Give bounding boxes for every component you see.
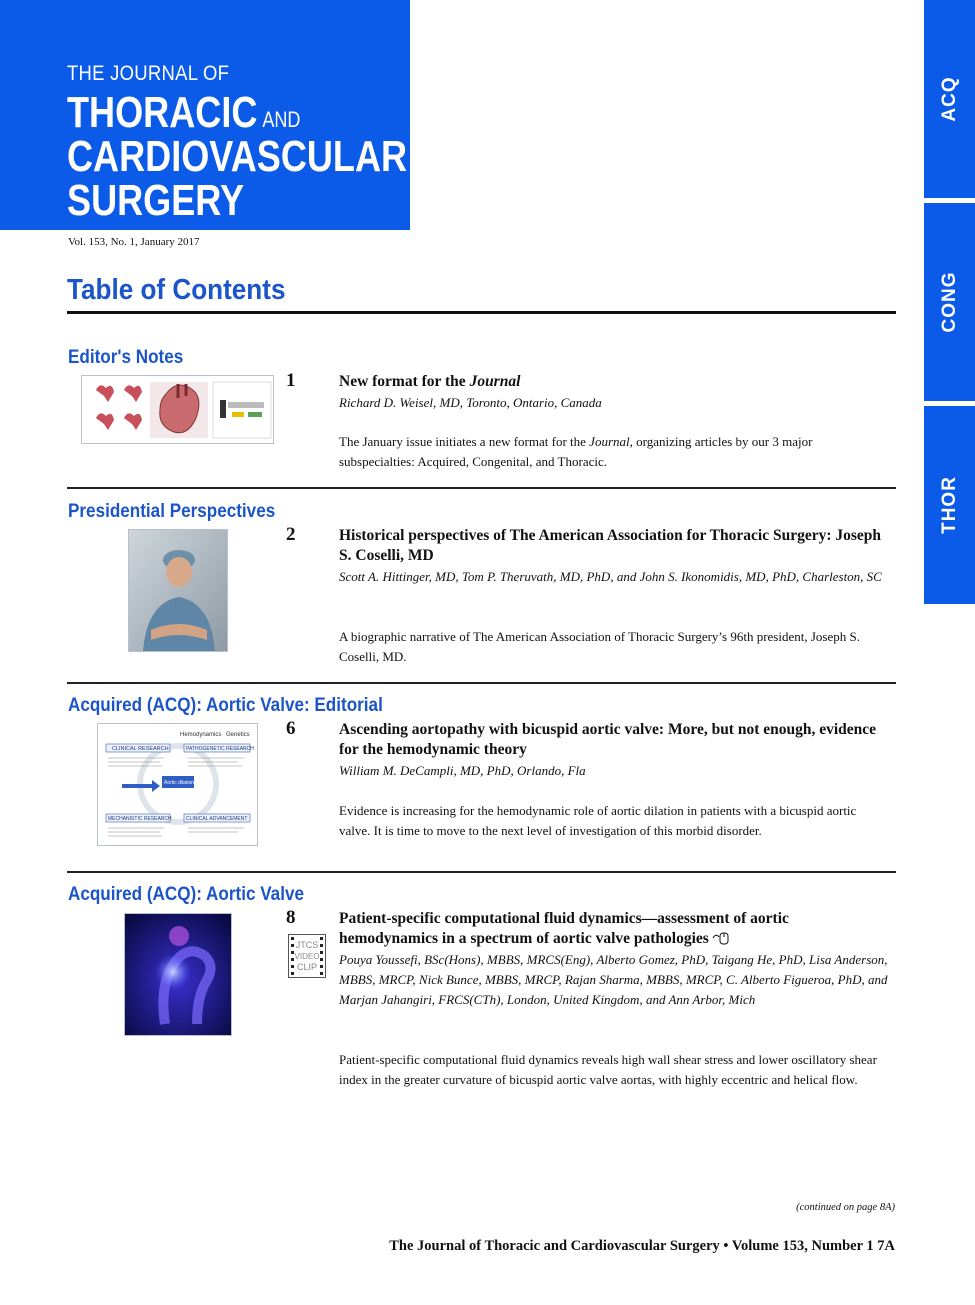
diagram-box2: PATHOGENETIC RESEARCH: [186, 746, 254, 752]
masthead-line3: CARDIOVASCULAR: [67, 132, 408, 181]
diagram-label-top-left: Hemodynamics: [180, 732, 222, 738]
article-summary: [339, 432, 889, 472]
flowchart-diagram-image: [98, 724, 257, 845]
article-title-text: New format for the: [339, 373, 470, 390]
article-authors: Richard D. Weisel, MD, Toronto, Ontario, Canada: [339, 395, 602, 410]
aorta-flow-image: [125, 914, 231, 1035]
page-number: 6: [286, 718, 296, 739]
diagram-label-top-right: Genetics: [226, 732, 250, 738]
video-icon-line1: JTCS: [295, 940, 319, 950]
summary-part-b: , organizing articles by our 3 major subspecialties: Acquired, Congenital, and Thoracic.: [339, 434, 813, 469]
section-divider: [67, 682, 896, 684]
heart-diagrams-image: [82, 376, 273, 443]
page-number: 1: [286, 370, 296, 391]
tab-cong[interactable]: [924, 203, 975, 401]
editorial-thumbnail[interactable]: [97, 723, 258, 846]
article-summary: Patient-specific computational fluid dynamics reveals high wall shear stress and lower oscillatory shear index in the greater curvature of bicuspid aortic valve aortas, with highly eccentric and helical flow.: [339, 1052, 877, 1087]
summary-part-a: The January issue initiates a new format for the: [339, 434, 590, 449]
section-divider: [67, 871, 896, 873]
section-divider: [67, 487, 896, 489]
mouse-click-icon[interactable]: [712, 931, 730, 945]
article-summary: A biographic narrative of The American Association of Thoracic Surgery’s 96th president, Joseph S. Coselli, MD.: [339, 629, 860, 664]
video-icon-line3: CLIP: [296, 962, 318, 972]
masthead-line1: THE JOURNAL OF: [67, 62, 230, 85]
surgeon-portrait-image: [129, 530, 227, 651]
section-heading-editors-notes: Editor's Notes: [68, 347, 184, 368]
tab-acq[interactable]: [924, 0, 975, 198]
page-title: Table of Contents: [67, 274, 286, 306]
article-authors: William M. DeCampli, MD, PhD, Orlando, Fla: [339, 763, 586, 778]
article-authors: Pouya Youssefi, BSc(Hons), MBBS, MRCS(Eng), Alberto Gomez, PhD, Taigang He, PhD, Lisa Anderson, MBBS, MRCP, Nick Bunce, MBBS, MRCP, Rajan Sharma, MBBS, MRCP, C. Alberto Figueroa, PhD, and Marjan Jahangiri, FRCS(CTh), London, United Kingdom, and Ann Arbor, Mich: [339, 952, 888, 1007]
journal-masthead: [0, 0, 410, 230]
page-number: 2: [286, 524, 296, 545]
article-title-text: Patient-specific computational fluid dynamics—assessment of aortic hemodynamics in a spectrum of aortic valve pathologies: [339, 910, 789, 947]
article-summary: Evidence is increasing for the hemodynamic role of aortic dilation in patients with a bicuspid aortic valve. It is time to move to the next level of investigation of this morbid disorder.: [339, 803, 857, 838]
article-authors: Scott A. Hittinger, MD, Tom P. Theruvath, MD, PhD, and John S. Ikonomidis, MD, PhD, Charleston, SC: [339, 569, 882, 584]
section-heading-aortic-valve: Acquired (ACQ): Aortic Valve: [68, 884, 304, 905]
film-strip-graphic: [289, 935, 325, 977]
continued-note: (continued on page 8A): [796, 1202, 895, 1213]
section-heading-aortic-valve-editorial: Acquired (ACQ): Aortic Valve: Editorial: [68, 695, 383, 716]
cfd-thumbnail[interactable]: [124, 913, 232, 1036]
editors-notes-thumbnail[interactable]: [81, 375, 274, 444]
tab-acq-label: ACQ: [938, 76, 960, 122]
title-rule: [67, 311, 896, 314]
video-icon-line2: VIDEO: [294, 952, 320, 961]
diagram-box3: MECHANISTIC RESEARCH: [108, 816, 172, 822]
summary-italic: Journal: [589, 434, 630, 449]
article-title[interactable]: [339, 909, 884, 949]
masthead-line4: SURGERY: [67, 176, 245, 225]
volume-line: Vol. 153, No. 1, January 2017: [68, 236, 200, 248]
tab-thor-label: THOR: [938, 476, 960, 534]
masthead-and: AND: [262, 107, 301, 132]
page-footer: The Journal of Thoracic and Cardiovascular Surgery • Volume 153, Number 1 7A: [389, 1238, 895, 1254]
video-clip-icon[interactable]: [288, 934, 326, 978]
tab-cong-label: CONG: [938, 271, 960, 333]
article-title[interactable]: [339, 372, 884, 392]
diagram-box4: CLINICAL ADVANCEMENT: [186, 816, 248, 822]
article-title[interactable]: Ascending aortopathy with bicuspid aortic valve: More, but not enough, evidence for the hemodynamic theory: [339, 721, 877, 758]
diagram-center: Aortic dilation: [164, 780, 195, 786]
page-number: 8: [286, 907, 296, 928]
masthead-thoracic: THORACIC: [67, 88, 258, 137]
article-title[interactable]: Historical perspectives of The American Association for Thoracic Surgery: Joseph S. Coselli, MD: [339, 527, 882, 564]
article-title-italic: Journal: [469, 373, 521, 390]
diagram-box1: CLINICAL RESEARCH: [112, 746, 169, 752]
presidential-thumbnail[interactable]: [128, 529, 228, 652]
tab-thor[interactable]: [924, 406, 975, 604]
section-heading-presidential-perspectives: Presidential Perspectives: [68, 501, 276, 522]
